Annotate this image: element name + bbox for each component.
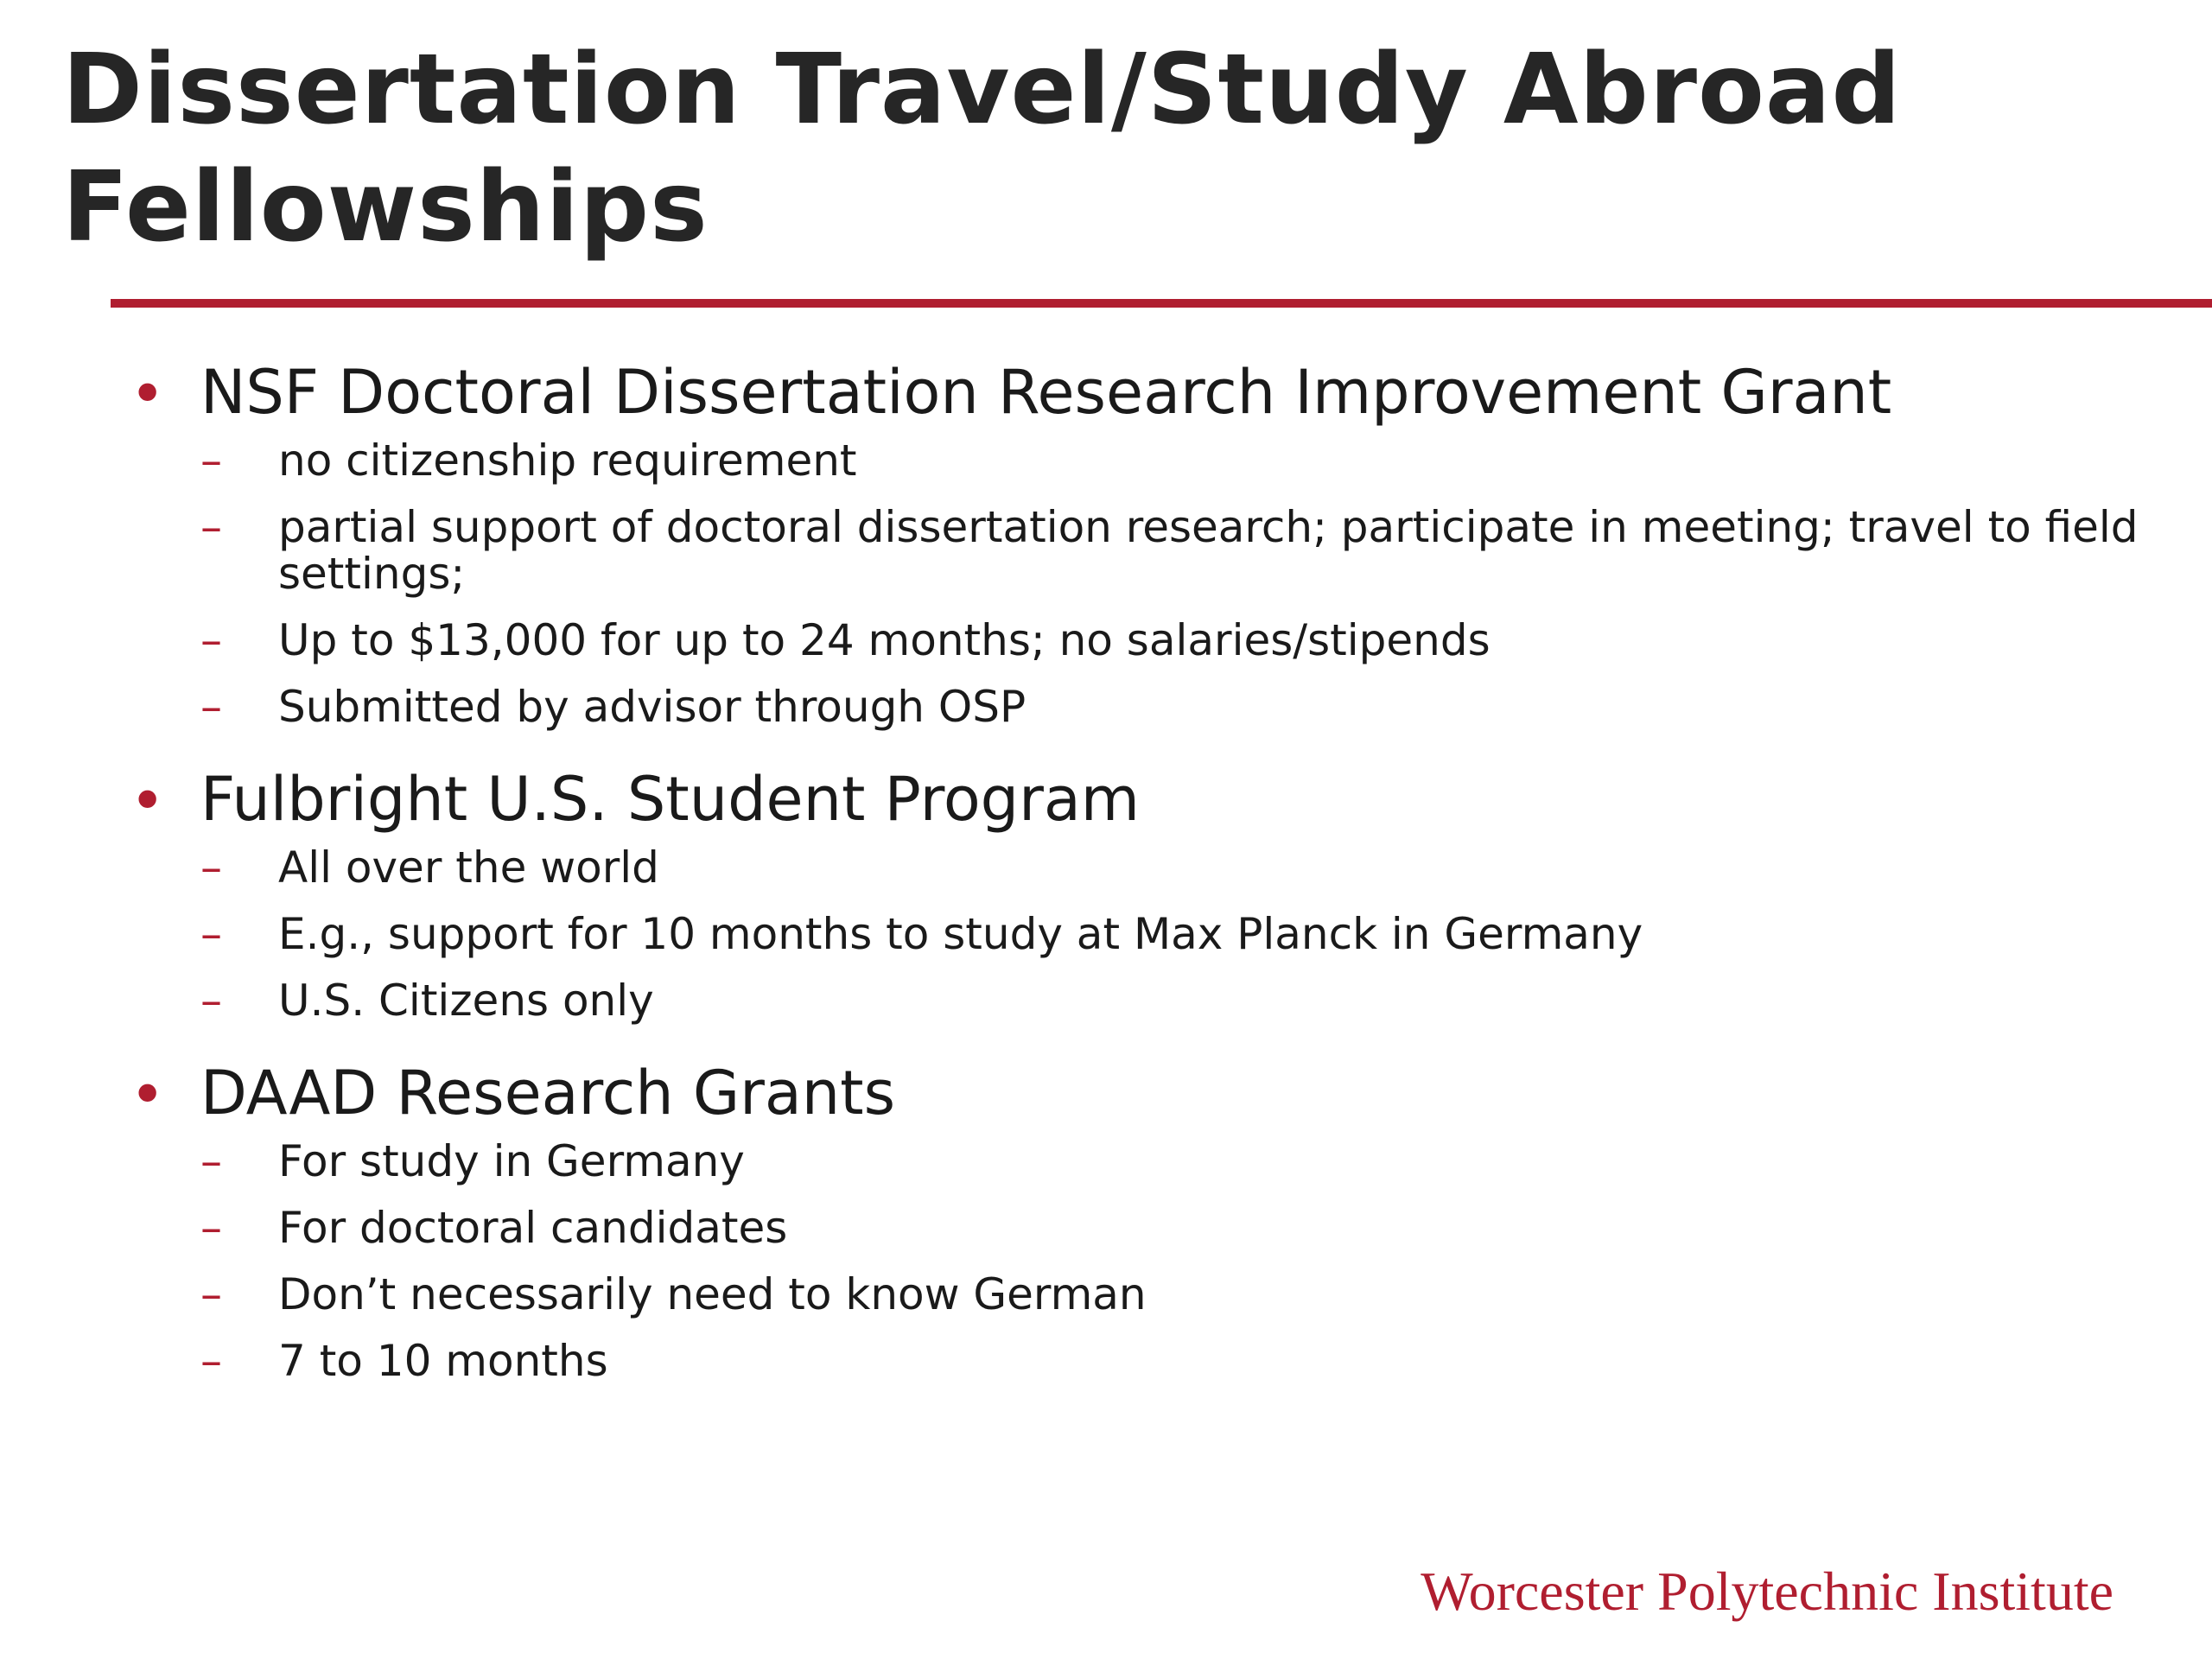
dash-marker: – xyxy=(200,1336,222,1386)
sub-text: E.g., support for 10 months to study at Max Planck in Germany xyxy=(278,909,1643,959)
sub-list xyxy=(200,435,2139,732)
sub-text: For study in Germany xyxy=(278,1136,745,1186)
bullet-list xyxy=(130,354,2139,1386)
sub-list xyxy=(200,1138,2117,1384)
bullet-text: DAAD Research Grants xyxy=(200,1058,896,1128)
dash-marker: – xyxy=(200,1269,222,1319)
sub-text: no citizenship requirement xyxy=(278,435,857,486)
dash-marker: – xyxy=(200,842,222,893)
dash-marker: – xyxy=(200,682,222,732)
sub-text: All over the world xyxy=(278,842,659,893)
bullet-text: NSF Doctoral Dissertation Research Improvement Grant xyxy=(200,357,1892,428)
sub-text: U.S. Citizens only xyxy=(278,976,654,1026)
sub-item xyxy=(200,977,2117,1024)
dash-marker: – xyxy=(200,976,222,1026)
sub-item xyxy=(200,1271,2117,1318)
sub-text: 7 to 10 months xyxy=(278,1336,608,1386)
sub-item xyxy=(200,617,2117,664)
sub-item xyxy=(200,844,2117,891)
sub-item xyxy=(200,911,2117,957)
sub-text: Submitted by advisor through OSP xyxy=(278,682,1027,732)
slide-content xyxy=(130,354,2139,1415)
bullet-item-nsf xyxy=(130,354,2139,732)
bullet-text: Fulbright U.S. Student Program xyxy=(200,764,1140,835)
sub-text: Up to $13,000 for up to 24 months; no salaries/stipends xyxy=(278,615,1491,665)
bullet-item-fulbright xyxy=(130,761,2117,1024)
bullet-marker: • xyxy=(130,766,166,836)
sub-item xyxy=(200,1338,2117,1384)
dash-marker: – xyxy=(200,1203,222,1253)
bullet-marker: • xyxy=(130,359,166,429)
footer-institution-name: Worcester Polytechnic Institute xyxy=(1421,1560,2113,1622)
dash-marker: – xyxy=(200,435,222,486)
sub-list xyxy=(200,844,2117,1024)
sub-item xyxy=(200,1205,2117,1251)
bullet-marker: • xyxy=(130,1059,166,1130)
sub-text: partial support of doctoral dissertation research; participate in meeting; travel to field settings; xyxy=(278,502,2139,599)
dash-marker: – xyxy=(200,615,222,665)
sub-text: For doctoral candidates xyxy=(278,1203,788,1253)
sub-item xyxy=(200,683,2117,730)
sub-item xyxy=(200,437,2117,484)
dash-marker: – xyxy=(200,502,222,552)
dash-marker: – xyxy=(200,1136,222,1186)
title-divider xyxy=(111,299,2212,308)
bullet-item-daad xyxy=(130,1055,2117,1384)
sub-item xyxy=(200,502,2139,599)
dash-marker: – xyxy=(200,909,222,959)
sub-text: Don’t necessarily need to know German xyxy=(278,1269,1147,1319)
slide-title: Dissertation Travel/Study Abroad Fellowships xyxy=(62,34,1902,264)
sub-item xyxy=(200,1138,2117,1185)
